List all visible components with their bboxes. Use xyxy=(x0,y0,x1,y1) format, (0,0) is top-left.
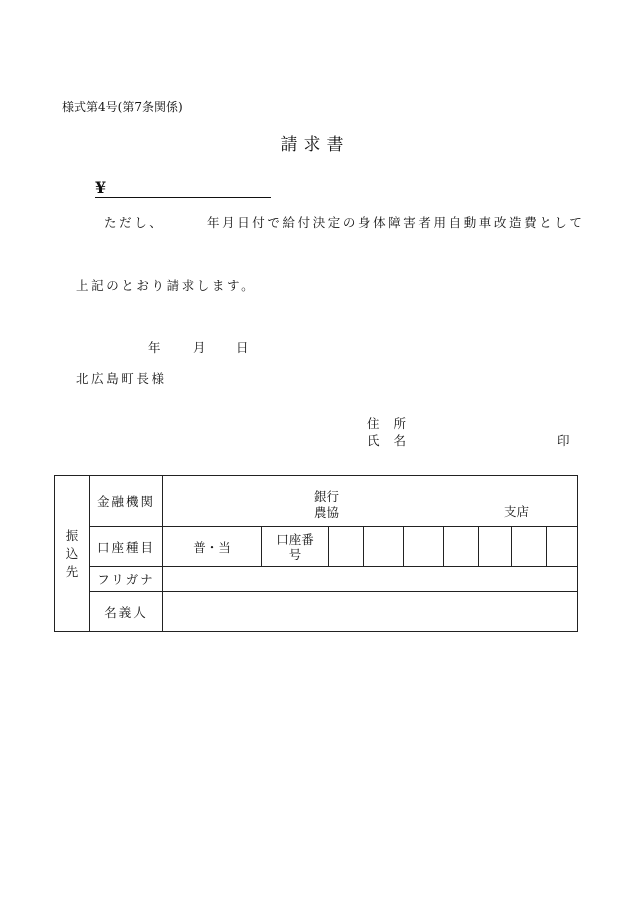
account-digit-cell[interactable] xyxy=(364,527,404,567)
transfer-destination-label: 振 込 先 xyxy=(55,476,90,632)
holder-label: 名義人 xyxy=(90,592,163,632)
account-digit-cell[interactable] xyxy=(404,527,444,567)
document-title: 請求書 xyxy=(280,135,350,155)
coop-word: 農協 xyxy=(314,505,340,520)
account-type-value[interactable]: 普・当 xyxy=(163,527,262,567)
furigana-label: フリガナ xyxy=(90,567,163,592)
form-number: 様式第4号(第7条関係) xyxy=(62,100,183,114)
amount-field[interactable] xyxy=(95,180,271,198)
yen-symbol: ¥ xyxy=(95,178,107,197)
addressee: 北広島町長様 xyxy=(76,371,167,386)
request-statement: 上記のとおり請求します。 xyxy=(76,278,257,293)
bank-word: 銀行 xyxy=(314,489,340,504)
account-digit-cell[interactable] xyxy=(512,527,547,567)
institution-label: 金融機関 xyxy=(90,476,163,527)
proviso-text: 年月日付で給付決定の身体障害者用自動車改造費として xyxy=(207,215,585,230)
date-month: 月 xyxy=(193,340,206,355)
bank-transfer-table xyxy=(54,475,578,632)
institution-field[interactable] xyxy=(163,476,578,527)
proviso-start: ただし、 xyxy=(104,215,165,230)
account-number-label: 口座番 号 xyxy=(262,527,329,567)
address-label: 住 所 xyxy=(367,416,407,431)
branch-word: 支店 xyxy=(504,504,530,519)
date-day: 日 xyxy=(236,340,249,355)
account-digit-cell[interactable] xyxy=(444,527,479,567)
account-type-label: 口座種目 xyxy=(90,527,163,567)
seal-mark: 印 xyxy=(557,433,570,448)
date-year: 年 xyxy=(148,340,161,355)
furigana-field[interactable] xyxy=(163,567,578,592)
name-label: 氏 名 xyxy=(367,433,407,448)
holder-field[interactable] xyxy=(163,592,578,632)
account-digit-cell[interactable] xyxy=(547,527,578,567)
account-digit-cell[interactable] xyxy=(329,527,364,567)
account-digit-cell[interactable] xyxy=(479,527,512,567)
